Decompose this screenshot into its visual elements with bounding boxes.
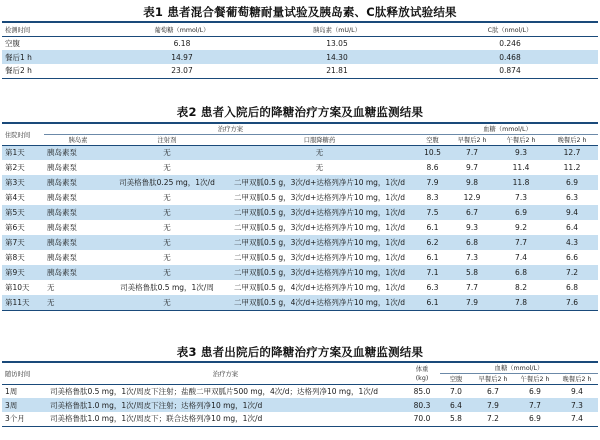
t3-cell: 司美格鲁肽1.0 mg，1次/周皮下注射；达格列净10 mg，1次/d	[47, 398, 404, 412]
t2-cell: 第10天	[5, 283, 30, 292]
t2-cell: 8.3	[426, 193, 439, 202]
t2-cell: 6.4	[566, 223, 578, 232]
t2-cell: 6.3	[426, 283, 439, 292]
t2-cell: 司美格鲁肽0.5 mg，1次/周	[120, 283, 214, 292]
table-row	[2, 64, 598, 78]
t2-cell: 第7天	[2, 235, 44, 250]
t3-cell: 7.0	[450, 386, 462, 396]
table-row	[2, 250, 598, 265]
table2-title: 表2 患者入院后的降糖治疗方案及血糖监测结果	[176, 105, 424, 119]
t3-cell: 85.0	[413, 386, 431, 396]
t2-cell: 6.9	[546, 175, 598, 190]
t2-cell: 胰岛素泵	[44, 265, 112, 280]
table2	[2, 122, 598, 311]
t2-cell: 第9天	[2, 265, 44, 280]
t3-cell: 80.3	[404, 398, 440, 412]
t2-cell: 二甲双胍0.5 g，3次/d+达格列净片10 mg，1次/d	[234, 253, 405, 262]
t2-cell: 无	[47, 283, 55, 292]
t2-cell: 二甲双胍0.5 g，3次/d+达格列净片10 mg，1次/d	[222, 235, 417, 250]
table-row	[2, 412, 598, 426]
t3-cell: 司美格鲁肽0.5 mg，1次/周皮下注射；盐酸二甲双胍片500 mg，4次/d；达格列净10 mg，1次/d	[50, 386, 379, 396]
t2-cell: 胰岛素泵	[44, 235, 112, 250]
t2-cell: 第5天	[2, 205, 44, 220]
t3-header-lunch2h: 午餐后2 h	[514, 373, 556, 384]
t2-cell: 第8天	[5, 253, 25, 262]
t2-cell: 9.3	[496, 145, 546, 160]
t2-group-treatment: 治疗方案	[44, 123, 417, 134]
table3	[2, 361, 598, 427]
t2-cell: 二甲双胍0.5 g，4次/d+达格列净片10 mg，1次/d	[234, 283, 405, 292]
t2-cell: 8.2	[515, 283, 527, 292]
t2-cell: 6.6	[566, 253, 578, 262]
table-row	[2, 50, 598, 64]
t2-cell: 二甲双胍0.5 g，3次/d+达格列净片10 mg，1次/d	[222, 205, 417, 220]
t2-cell: 胰岛素泵	[47, 163, 77, 172]
t3-cell: 1周	[5, 386, 18, 396]
t2-cell: 无	[112, 145, 222, 160]
t2-cell: 无	[44, 295, 112, 310]
t3-header-weight: 体重	[404, 362, 440, 373]
t2-cell: 7.4	[515, 253, 527, 262]
t3-cell: 3个月	[2, 412, 47, 426]
t3-header-fasting: 空腹	[440, 373, 472, 384]
t2-cell: 7.5	[417, 205, 448, 220]
t2-cell: 9.7	[466, 163, 478, 172]
t2-cell: 6.7	[448, 205, 496, 220]
t2-header-fasting: 空腹	[417, 134, 448, 145]
t2-cell: 无	[163, 253, 171, 262]
table-row	[2, 384, 598, 398]
t1-cell: 餐后1 h	[2, 50, 112, 64]
t2-cell: 6.1	[426, 253, 439, 262]
t2-cell: 11.4	[512, 163, 530, 172]
t2-header-breakfast2h: 早餐后2 h	[448, 134, 496, 145]
t2-header-insulin: 胰岛素	[44, 134, 112, 145]
t2-cell: 6.1	[417, 295, 448, 310]
t2-cell: 无	[112, 265, 222, 280]
t1-header-time: 检测时间	[2, 22, 112, 36]
t2-cell: 第4天	[5, 193, 25, 202]
t2-header-oral: 口服降糖药	[222, 134, 417, 145]
t2-cell: 胰岛素泵	[44, 145, 112, 160]
t2-cell: 二甲双胍0.5 g，3次/d+达格列净片10 mg，1次/d	[222, 175, 417, 190]
t2-cell: 无	[163, 223, 171, 232]
t1-cell: 0.874	[422, 64, 598, 78]
table-row	[2, 160, 598, 175]
t2-cell: 无	[163, 163, 171, 172]
t2-cell: 6.8	[448, 235, 496, 250]
t3-cell: 3周	[2, 398, 47, 412]
t2-cell: 胰岛素泵	[47, 193, 77, 202]
t2-cell: 第1天	[2, 145, 44, 160]
t2-cell: 胰岛素泵	[47, 253, 77, 262]
table-row	[2, 235, 598, 250]
t3-cell: 6.7	[487, 386, 499, 396]
t1-header-insulin: 胰岛素（mU/L）	[252, 22, 422, 36]
t2-cell: 7.7	[448, 145, 496, 160]
t2-cell: 第6天	[5, 223, 25, 232]
table3-title: 表3 患者出院后的降糖治疗方案及血糖监测结果	[176, 345, 424, 359]
t3-cell: 7.7	[514, 398, 556, 412]
t2-header-time: 住院时间	[2, 123, 44, 145]
t2-cell: 第11天	[2, 295, 44, 310]
t2-cell: 9.8	[448, 175, 496, 190]
t2-cell: 7.9	[448, 295, 496, 310]
t1-cell: 21.81	[252, 64, 422, 78]
table-row	[2, 295, 598, 310]
table1	[2, 21, 598, 79]
t1-cell: 14.30	[252, 50, 422, 64]
t2-cell: 6.8	[496, 265, 546, 280]
t2-header-dinner2h: 晚餐后2 h	[546, 134, 598, 145]
t2-cell: 胰岛素泵	[44, 205, 112, 220]
t2-cell: 二甲双胍0.5 g，3次/d+达格列净片10 mg，1次/d	[234, 193, 405, 202]
t2-cell: 7.9	[417, 175, 448, 190]
t3-cell: 5.8	[440, 412, 472, 426]
t2-cell: 11.8	[496, 175, 546, 190]
table-row	[2, 205, 598, 220]
t3-cell: 7.3	[556, 398, 598, 412]
t3-header-dinner2h: 晚餐后2 h	[556, 373, 598, 384]
t2-cell: 无	[222, 145, 417, 160]
t2-cell: 7.8	[496, 295, 546, 310]
t2-cell: 7.2	[546, 265, 598, 280]
t3-group-glucose: 血糖（mmol/L）	[440, 362, 598, 373]
t2-cell: 7.7	[496, 235, 546, 250]
t1-cell: 0.246	[499, 38, 521, 48]
table-row	[2, 190, 598, 205]
t2-cell: 6.9	[496, 205, 546, 220]
t1-header-cpeptide: C肽（nmol/L）	[422, 22, 598, 36]
t2-cell: 无	[112, 295, 222, 310]
t2-cell: 8.6	[426, 163, 439, 172]
t3-cell: 7.2	[472, 412, 514, 426]
t1-cell: 空腹	[5, 38, 20, 48]
t2-cell: 7.7	[466, 283, 478, 292]
t2-cell: 9.4	[546, 205, 598, 220]
t2-cell: 无	[112, 205, 222, 220]
table-row	[2, 145, 598, 160]
t2-header-injection: 注射剂	[112, 134, 222, 145]
t3-header-time: 随访时间	[2, 362, 47, 384]
t2-cell: 二甲双胍0.5 g，3次/d+达格列净片10 mg，1次/d	[234, 223, 405, 232]
t2-cell: 6.3	[566, 193, 578, 202]
table-row	[2, 36, 598, 50]
t1-cell: 13.05	[326, 38, 348, 48]
table-row	[2, 398, 598, 412]
t2-cell: 6.1	[426, 223, 439, 232]
table-row	[2, 220, 598, 235]
t3-cell: 70.0	[404, 412, 440, 426]
t3-cell: 7.4	[556, 412, 598, 426]
t2-cell: 11.2	[563, 163, 581, 172]
t2-cell: 无	[315, 163, 324, 172]
t2-cell: 二甲双胍0.5 g，3次/d+达格列净片10 mg，1次/d	[222, 265, 417, 280]
t2-cell: 4.3	[546, 235, 598, 250]
t3-header-weight-unit: (kg)	[404, 373, 440, 384]
t2-cell: 胰岛素泵	[47, 223, 77, 232]
t2-cell: 6.8	[566, 283, 578, 292]
t2-group-glucose: 血糖（mmol/L）	[417, 123, 598, 134]
t3-cell: 司美格鲁肽1.0 mg，1次/周皮下；联合达格列净10 mg，1次/d	[47, 412, 404, 426]
t3-cell: 7.9	[472, 398, 514, 412]
t2-cell: 第3天	[2, 175, 44, 190]
t3-cell: 9.4	[571, 386, 583, 396]
table-row	[2, 175, 598, 190]
table-row	[2, 265, 598, 280]
t2-cell: 第2天	[5, 163, 25, 172]
t2-cell: 无	[112, 235, 222, 250]
t1-cell: 餐后2 h	[2, 64, 112, 78]
t3-header-plan: 治疗方案	[47, 362, 404, 384]
t3-cell: 6.9	[514, 412, 556, 426]
t2-cell: 6.2	[417, 235, 448, 250]
t2-cell: 二甲双胍0.5 g，4次/d+达格列净片10 mg，1次/d	[222, 295, 417, 310]
t2-cell: 胰岛素泵	[44, 175, 112, 190]
t3-cell: 6.4	[440, 398, 472, 412]
t1-cell: 6.18	[173, 38, 191, 48]
t2-cell: 司美格鲁肽0.25 mg，1次/d	[112, 175, 222, 190]
t2-cell: 12.9	[463, 193, 481, 202]
t2-cell: 10.5	[417, 145, 448, 160]
t2-cell: 9.2	[515, 223, 527, 232]
t1-cell: 0.468	[422, 50, 598, 64]
t2-cell: 7.1	[417, 265, 448, 280]
table1-title: 表1 患者混合餐葡萄糖耐量试验及胰岛素、C肽释放试验结果	[143, 5, 457, 19]
t2-header-lunch2h: 午餐后2 h	[496, 134, 546, 145]
t2-cell: 无	[163, 193, 171, 202]
t1-header-glucose: 葡萄糖（mmol/L）	[112, 22, 252, 36]
table-row	[2, 280, 598, 295]
t2-cell: 7.3	[466, 253, 478, 262]
t3-cell: 6.9	[529, 386, 541, 396]
t2-cell: 7.3	[515, 193, 527, 202]
t2-cell: 9.3	[466, 223, 478, 232]
t2-cell: 7.6	[546, 295, 598, 310]
t3-header-breakfast2h: 早餐后2 h	[472, 373, 514, 384]
t2-cell: 5.8	[448, 265, 496, 280]
t1-cell: 23.07	[112, 64, 252, 78]
t2-cell: 12.7	[546, 145, 598, 160]
t1-cell: 14.97	[112, 50, 252, 64]
